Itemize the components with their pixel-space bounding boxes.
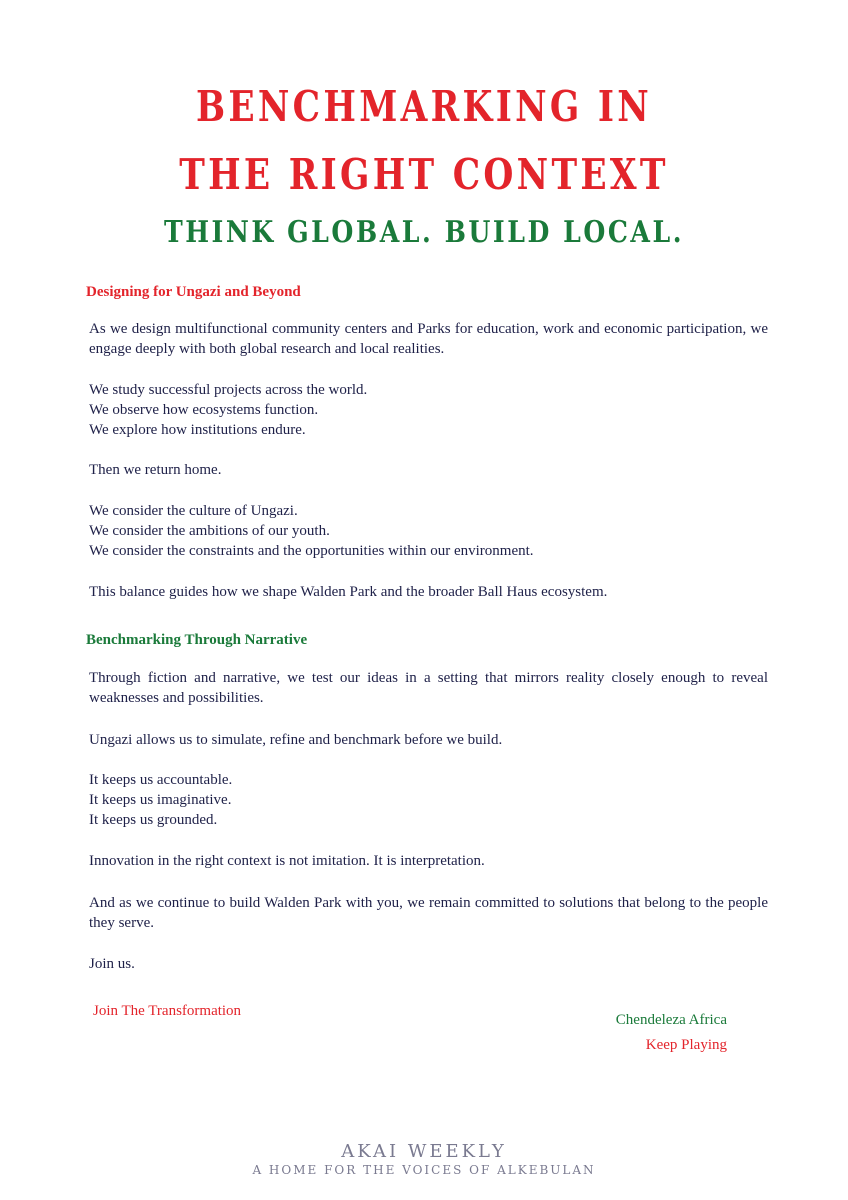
study-line-2: We observe how ecosystems function. [89,402,319,418]
title-line-1: BENCHMARKING IN [196,82,652,131]
study-line-1: We study successful projects across the world. [89,382,368,398]
footer-tagline: A HOME FOR THE VOICES OF ALKEBULAN [252,1163,596,1177]
section-heading-narrative: Benchmarking Through Narrative [86,632,308,648]
simulate-line: Ungazi allows us to simulate, refine and benchmark before we build. [89,732,503,748]
study-line-3: We explore how institutions endure. [89,422,306,438]
title-line-2: THE RIGHT CONTEXT [179,150,669,199]
section-heading-designing: Designing for Ungazi and Beyond [86,284,301,300]
return-home-line: Then we return home. [89,462,222,478]
balance-line: This balance guides how we shape Walden Park and the broader Ball Haus ecosystem. [89,584,608,600]
join-us-line: Join us. [89,956,135,972]
keeps-line-2: It keeps us imaginative. [89,792,232,808]
section1-intro-paragraph: As we design multifunctional community centers and Parks for education, work and economic participation, we engage deeply with both global research and local realities. [89,321,768,357]
keeps-line-3: It keeps us grounded. [89,812,218,828]
signature-motto: Keep Playing [645,1037,727,1053]
closing-paragraph: And as we continue to build Walden Park with you, we remain committed to solutions that belong to the people they serve. [89,895,768,931]
join-transformation-link[interactable]: Join The Transformation [93,1003,242,1019]
subtitle: THINK GLOBAL. BUILD LOCAL. [163,215,685,250]
consider-line-2: We consider the ambitions of our youth. [89,523,330,539]
keeps-line-1: It keeps us accountable. [89,772,233,788]
signature-org: Chendeleza Africa [615,1012,727,1028]
consider-line-3: We consider the constraints and the opportunities within our environment. [89,543,534,559]
section2-intro-paragraph: Through fiction and narrative, we test our ideas in a setting that mirrors reality closely enough to reveal weaknesses and possibilities. [89,670,768,706]
innovation-line: Innovation in the right context is not imitation. It is interpretation. [89,853,485,869]
consider-line-1: We consider the culture of Ungazi. [89,503,298,519]
footer-brand: AKAI WEEKLY [341,1141,507,1162]
